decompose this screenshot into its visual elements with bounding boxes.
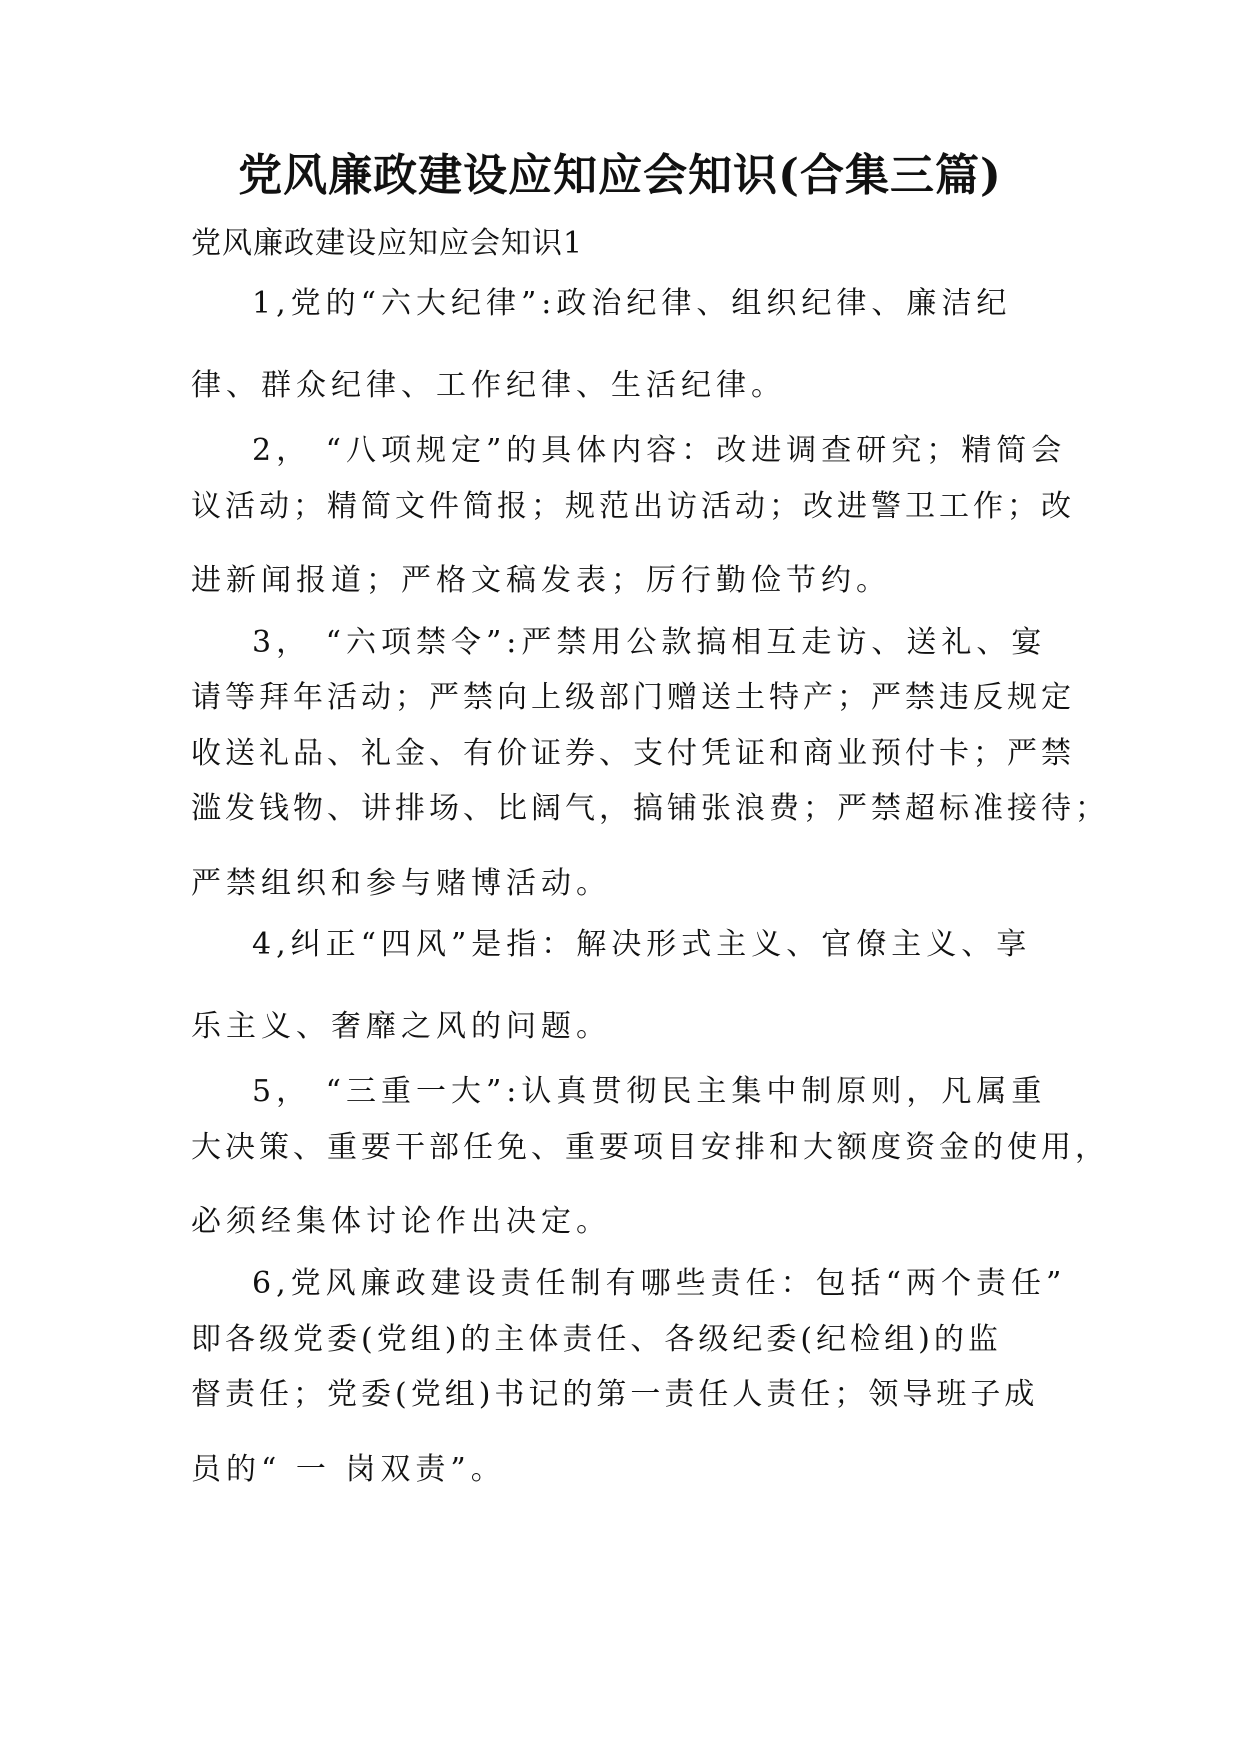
paragraph-2-line-3: 进新闻报道；严格文稿发表；厉行勤俭节约。 [191,563,891,598]
paragraph-5-line-3: 必须经集体讨论作出决定。 [191,1204,611,1239]
paragraph-6-line-2: 即各级党委(党组)的主体责任、各级纪委(纪检组)的监 [191,1322,1002,1357]
paragraph-6-line-4: 员的“ 一 岗双责”。 [191,1452,506,1487]
paragraph-3-line-3: 收送礼品、礼金、有价证券、支付凭证和商业预付卡；严禁 [191,736,1075,771]
section-heading: 党风廉政建设应知应会知识1 [191,226,584,261]
paragraph-6-line-1: 6,党风廉政建设责任制有哪些责任：包括“两个责任” [252,1266,1067,1301]
paragraph-3-line-4: 滥发钱物、讲排场、比阔气，搞铺张浪费；严禁超标准接待； [191,791,1109,826]
paragraph-1-line-1: 1,党的“六大纪律”:政治纪律、组织纪律、廉洁纪 [252,286,1012,321]
paragraph-3-line-1: 3， “六项禁令”:严禁用公款搞相互走访、送礼、宴 [252,625,1047,660]
paragraph-5-line-2: 大决策、重要干部任免、重要项目安排和大额度资金的使用， [191,1130,1109,1165]
paragraph-3-line-5: 严禁组织和参与赌博活动。 [191,866,611,901]
paragraph-1-line-2: 律、群众纪律、工作纪律、生活纪律。 [191,368,786,403]
paragraph-4-line-2: 乐主义、奢靡之风的问题。 [191,1009,611,1044]
paragraph-6-line-3: 督责任；党委(党组)书记的第一责任人责任；领导班子成 [191,1377,1039,1412]
paragraph-2-line-2: 议活动；精简文件简报；规范出访活动；改进警卫工作；改 [191,489,1075,524]
paragraph-4-line-1: 4,纠正“四风”是指：解决形式主义、官僚主义、享 [252,927,1032,962]
document-title: 党风廉政建设应知应会知识(合集三篇) [238,150,1002,201]
paragraph-3-line-2: 请等拜年活动；严禁向上级部门赠送土特产；严禁违反规定 [191,680,1075,715]
paragraph-2-line-1: 2， “八项规定”的具体内容：改进调查研究；精简会 [252,433,1067,468]
paragraph-5-line-1: 5， “三重一大”:认真贯彻民主集中制原则，凡属重 [252,1074,1047,1109]
